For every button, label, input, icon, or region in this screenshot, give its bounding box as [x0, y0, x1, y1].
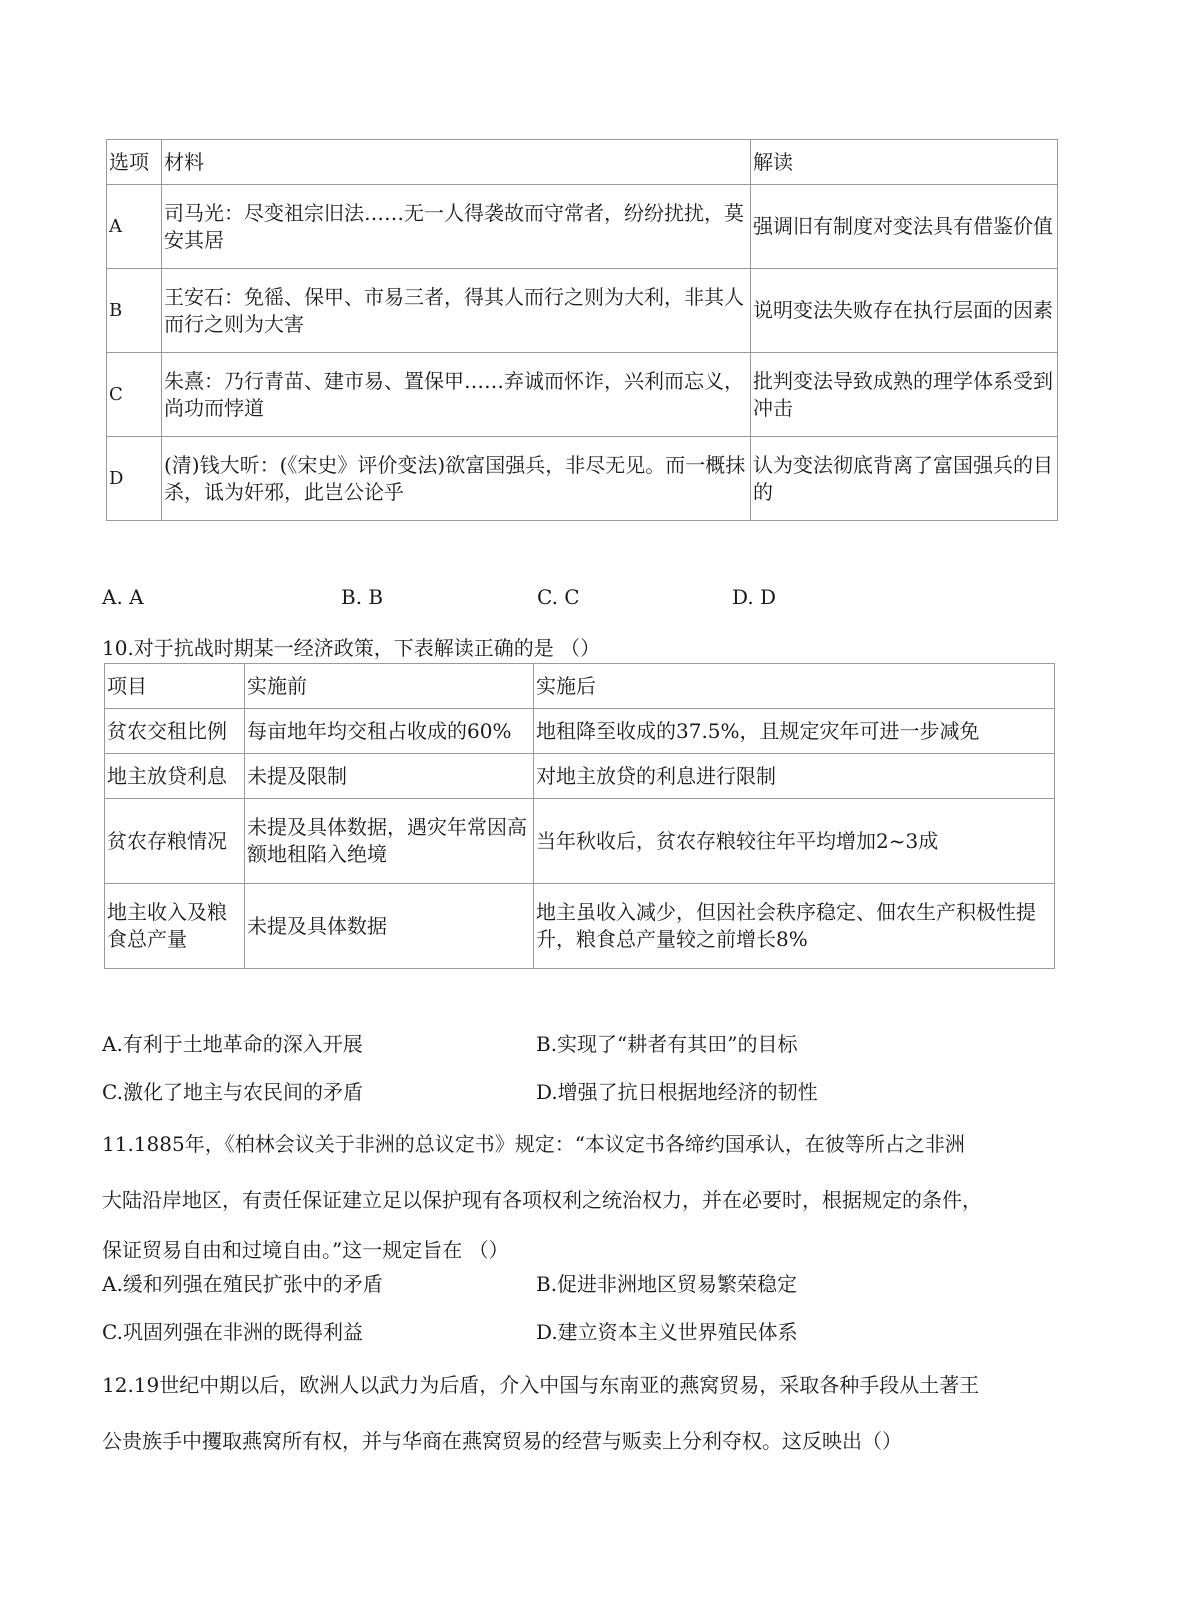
table-header-row — [105, 664, 1055, 709]
reading-cell: 批判变法导致成熟的理学体系受到冲击 — [751, 353, 1058, 437]
table-row — [105, 884, 1055, 969]
q10-option-b[interactable]: B.实现了“耕者有其田”的目标 — [536, 1032, 798, 1056]
q12-line: 公贵族手中攫取燕窝所有权，并与华商在燕窝贸易的经营与贩卖上分利夺权。这反映出（） — [102, 1429, 902, 1453]
before-cell: 未提及具体数据 — [245, 884, 534, 969]
table-row — [105, 754, 1055, 799]
after-cell: 对地主放贷的利息进行限制 — [534, 754, 1055, 799]
option-cell: C — [107, 353, 162, 437]
q11-line: 保证贸易自由和过境自由。”这一规定旨在 （） — [102, 1238, 509, 1262]
table-row — [105, 709, 1055, 754]
header-cell: 解读 — [751, 140, 1058, 185]
q11-option-b[interactable]: B.促进非洲地区贸易繁荣稳定 — [536, 1272, 798, 1296]
item-cell: 地主收入及粮食总产量 — [105, 884, 245, 969]
after-cell: 地主虽收入减少，但因社会秩序稳定、佃农生产积极性提升，粮食总产量较之前增长8% — [534, 884, 1055, 969]
q11-option-a[interactable]: A.缓和列强在殖民扩张中的矛盾 — [102, 1272, 383, 1296]
material-cell: 王安石：免徭、保甲、市易三者，得其人而行之则为大利，非其人而行之则为大害 — [162, 269, 751, 353]
q9-option-c[interactable]: C. C — [537, 585, 580, 609]
table-row — [107, 185, 1058, 269]
header-cell: 选项 — [107, 140, 162, 185]
q10-option-a[interactable]: A.有利于土地革命的深入开展 — [102, 1032, 363, 1056]
item-cell: 贫农交租比例 — [105, 709, 245, 754]
reading-cell: 认为变法彻底背离了富国强兵的目的 — [751, 437, 1058, 521]
material-cell: (清)钱大昕：(《宋史》评价变法)欲富国强兵，非尽无见。而一概抹杀，诋为奸邪，此岂公论乎 — [162, 437, 751, 521]
q9-option-a[interactable]: A. A — [102, 585, 144, 609]
q11-option-d[interactable]: D.建立资本主义世界殖民体系 — [536, 1320, 798, 1344]
before-cell: 未提及具体数据，遇灾年常因高额地租陷入绝境 — [245, 799, 534, 884]
after-cell: 地租降至收成的37.5%，且规定灾年可进一步减免 — [534, 709, 1055, 754]
q12-line: 12.19世纪中期以后，欧洲人以武力为后盾，介入中国与东南亚的燕窝贸易，采取各种手段从土著王 — [102, 1373, 980, 1397]
item-cell: 贫农存粮情况 — [105, 799, 245, 884]
header-cell: 实施后 — [534, 664, 1055, 709]
header-cell: 实施前 — [245, 664, 534, 709]
material-cell: 司马光：尽变祖宗旧法……无一人得袭故而守常者，纷纷扰扰，莫安其居 — [162, 185, 751, 269]
option-cell: A — [107, 185, 162, 269]
option-cell: D — [107, 437, 162, 521]
q9-option-d[interactable]: D. D — [732, 585, 777, 609]
material-cell: 朱熹：乃行青苗、建市易、置保甲……弃诚而怀诈，兴利而忘义，尚功而悖道 — [162, 353, 751, 437]
header-cell: 材料 — [162, 140, 751, 185]
table-row — [107, 437, 1058, 521]
q11-option-c[interactable]: C.巩固列强在非洲的既得利益 — [102, 1320, 363, 1344]
q11-line: 11.1885年，《柏林会议关于非洲的总议定书》规定：“本议定书各缔约国承认，在彼等所占之非洲 — [102, 1132, 965, 1156]
q10-option-d[interactable]: D.增强了抗日根据地经济的韧性 — [536, 1080, 818, 1104]
item-cell: 地主放贷利息 — [105, 754, 245, 799]
table-row — [107, 353, 1058, 437]
header-cell: 项目 — [105, 664, 245, 709]
q9-table — [106, 139, 1058, 521]
q10-table — [104, 663, 1055, 969]
reading-cell: 强调旧有制度对变法具有借鉴价值 — [751, 185, 1058, 269]
table-header-row — [107, 140, 1058, 185]
before-cell: 未提及限制 — [245, 754, 534, 799]
reading-cell: 说明变法失败存在执行层面的因素 — [751, 269, 1058, 353]
table-row — [105, 799, 1055, 884]
before-cell: 每亩地年均交租占收成的60% — [245, 709, 534, 754]
table-row — [107, 269, 1058, 353]
q10-option-c[interactable]: C.激化了地主与农民间的矛盾 — [102, 1080, 363, 1104]
option-cell: B — [107, 269, 162, 353]
q9-option-b[interactable]: B. B — [341, 585, 384, 609]
after-cell: 当年秋收后，贫农存粮较往年平均增加2~3成 — [534, 799, 1055, 884]
q10-stem: 10.对于抗战时期某一经济政策，下表解读正确的是 （） — [102, 636, 601, 660]
q11-line: 大陆沿岸地区，有责任保证建立足以保护现有各项权利之统治权力，并在必要时，根据规定的条件， — [102, 1188, 982, 1212]
